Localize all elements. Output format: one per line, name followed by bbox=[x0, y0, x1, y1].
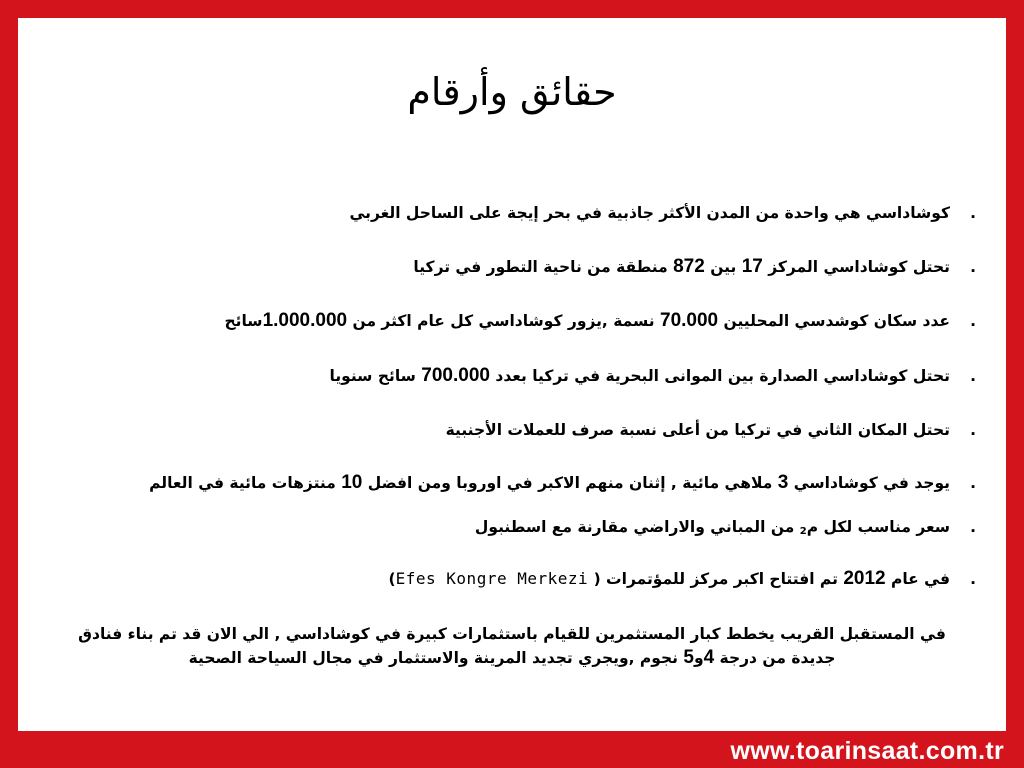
unit-subscript: 2 bbox=[799, 526, 807, 537]
bullet-text: ملاهي مائية , إثنان منهم الاكبر في اوروبا ومن افضل bbox=[362, 474, 778, 492]
bullet-marker: . bbox=[970, 518, 976, 536]
bullet-number: 872 bbox=[673, 256, 705, 277]
bullet-number: 1.000.000 bbox=[262, 310, 348, 331]
paragraph-line: في المستقبل القريب يخطط كبار المستثمرين للقيام باستثمارات كبيرة في كوشاداسي , الي الان قد تم بناء فنادق bbox=[78, 625, 946, 643]
slide bbox=[18, 18, 1006, 731]
paragraph-number: 4 bbox=[703, 647, 715, 668]
bullet-text: في عام bbox=[885, 570, 950, 588]
bullet-text: سعر مناسب لكل bbox=[818, 518, 950, 536]
bullet-item bbox=[350, 202, 977, 224]
bullet-text: تحتل المكان الثاني في تركيا من أعلى نسبة صرف للعملات الأجنبية bbox=[445, 421, 950, 439]
paragraph-text: و bbox=[693, 649, 704, 667]
bullet-number: 10 bbox=[341, 472, 363, 493]
bullet-text: يوجد في كوشاداسي bbox=[788, 474, 950, 492]
bullet-text: عدد سكان كوشدسي المحليين bbox=[718, 312, 950, 330]
bullet-text: تم افتتاح اكبر مركز للمؤتمرات bbox=[600, 570, 844, 588]
bullet-item bbox=[389, 568, 976, 590]
bullet-marker: . bbox=[970, 258, 976, 276]
footer-website-url: www.toarinsaat.com.tr bbox=[730, 737, 1004, 765]
bullet-text: كوشاداسي هي واحدة من المدن الأكثر جاذبية في بحر إيجة على الساحل الغربي bbox=[349, 204, 950, 222]
bullet-item bbox=[225, 310, 977, 332]
closing-paragraph bbox=[58, 622, 966, 670]
bullet-item bbox=[446, 419, 976, 441]
bullet-text: بين bbox=[704, 258, 742, 276]
bullet-marker: . bbox=[970, 367, 976, 385]
bullet-marker: . bbox=[970, 474, 976, 492]
bullet-item bbox=[413, 256, 976, 278]
bullet-text: نسمة ,يزور كوشاداسي كل عام اكثر من bbox=[347, 312, 660, 330]
bullet-text: منتزهات مائية في العالم bbox=[149, 474, 342, 492]
bullet-marker: . bbox=[970, 570, 976, 588]
bullet-number: 17 bbox=[741, 256, 763, 277]
paren-open: ( bbox=[593, 570, 601, 588]
bullet-marker: . bbox=[970, 204, 976, 222]
paragraph-line bbox=[58, 646, 966, 670]
slide-title: حقائق وأرقام bbox=[407, 70, 617, 114]
unit-label: م bbox=[806, 518, 819, 536]
bullet-number: 70.000 bbox=[660, 310, 719, 331]
bullet-text: تحتل كوشاداسي الصدارة بين الموانى البحرية في تركيا بعدد bbox=[489, 367, 950, 385]
paragraph-text: نجوم ,ويجري تجديد المرينة والاستثمار في مجال السياحة الصحية bbox=[188, 649, 684, 667]
bullet-marker: . bbox=[970, 421, 976, 439]
venue-name: Efes Kongre Merkezi bbox=[395, 569, 589, 588]
paren-close: ) bbox=[388, 570, 396, 588]
bullet-text: من المباني والاراضي مقارنة مع اسطنبول bbox=[474, 518, 800, 536]
bullet-number: 700.000 bbox=[421, 365, 490, 386]
bullet-text: منطقة من ناحية التطور في تركيا bbox=[413, 258, 674, 276]
bullet-number: 3 bbox=[777, 472, 789, 493]
paragraph-number: 5 bbox=[683, 647, 694, 668]
bullet-marker: . bbox=[970, 312, 976, 330]
bullet-number: 2012 bbox=[843, 568, 886, 589]
bullet-item bbox=[149, 472, 976, 494]
bullet-text: سائح bbox=[224, 312, 263, 330]
paragraph-text: جديدة من درجة bbox=[714, 649, 836, 667]
bullet-item bbox=[330, 365, 977, 387]
bullet-text: سائح سنويا bbox=[329, 367, 422, 385]
bullet-item bbox=[475, 516, 976, 543]
bullet-text: تحتل كوشاداسي المركز bbox=[762, 258, 950, 276]
